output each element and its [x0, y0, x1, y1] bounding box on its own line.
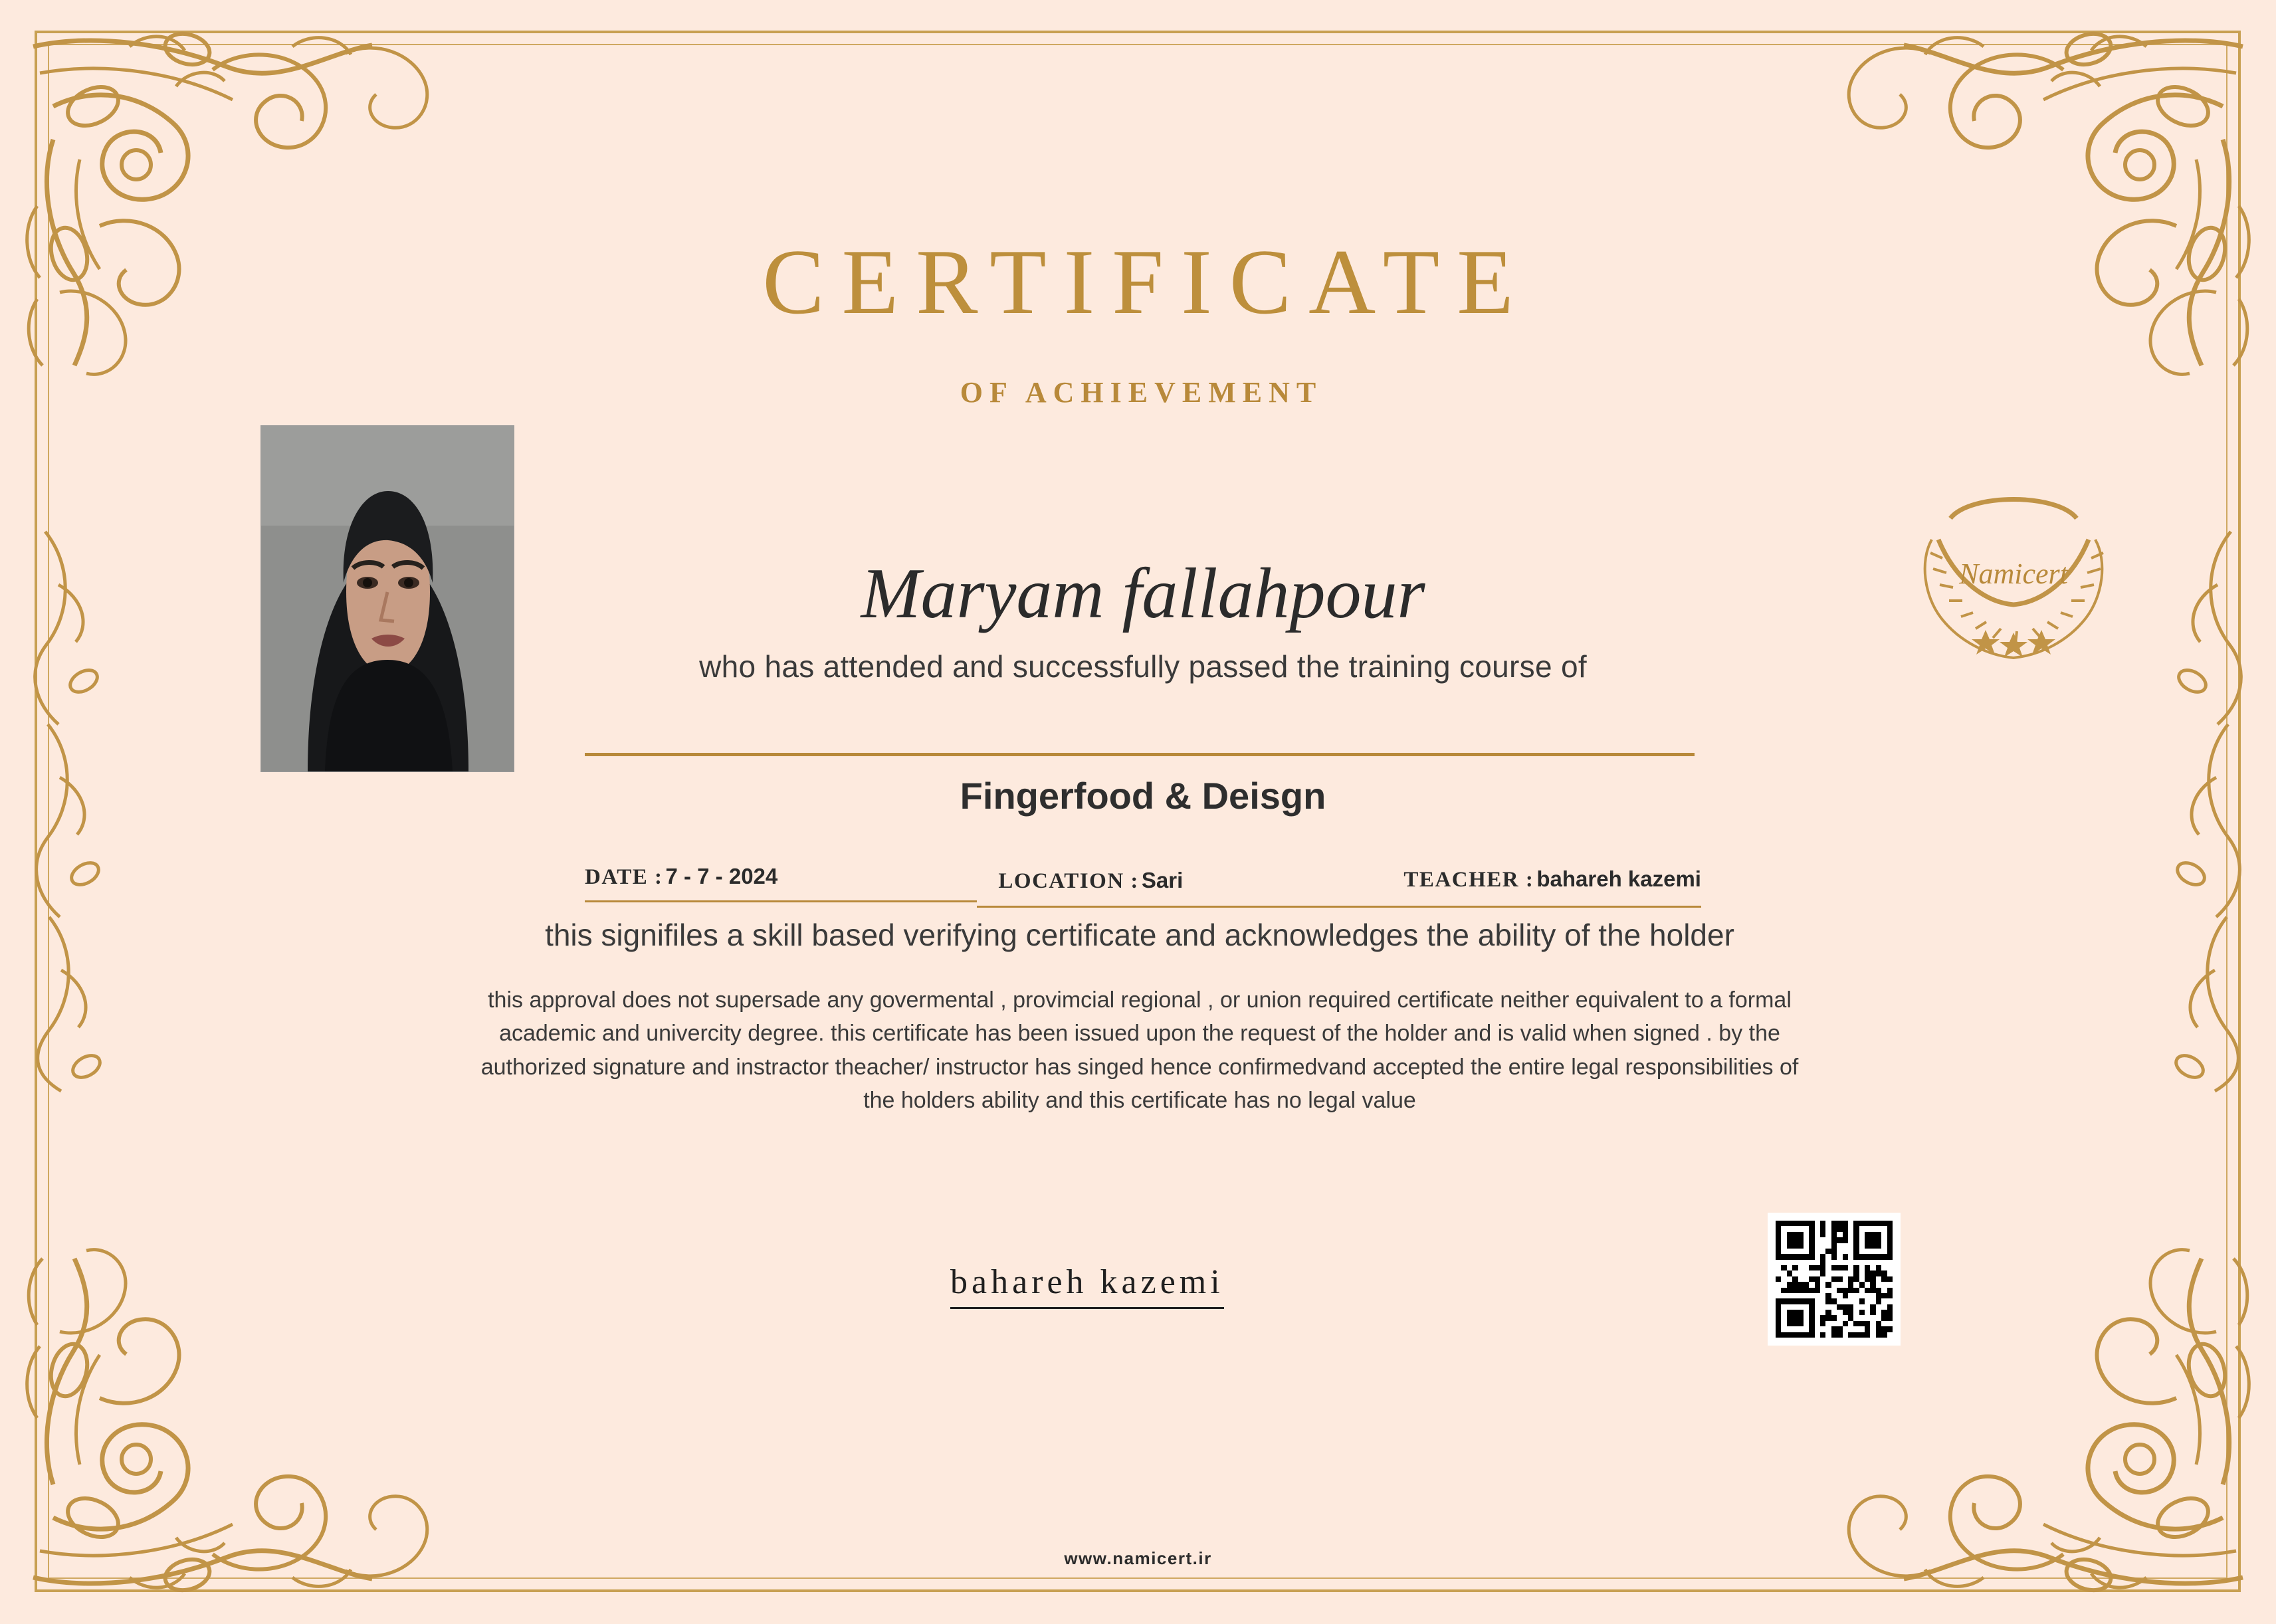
seal-label: Namicert — [1959, 558, 2068, 590]
date-value: 7 - 7 - 2024 — [665, 864, 778, 888]
edge-ornament-right — [2158, 505, 2244, 1103]
date-label: DATE : — [585, 865, 663, 889]
meta-row — [585, 864, 1701, 893]
teacher-label: TEACHER : — [1403, 868, 1534, 892]
statement-text: this signifiles a skill based verifying certificate and acknowledges the ability of the holder — [545, 918, 1734, 952]
edge-ornament-left — [32, 505, 118, 1103]
date-field — [585, 864, 777, 890]
attended-line: who has attended and successfully passed the training course of — [699, 649, 1587, 684]
recipient-name: Maryam fallahpour — [861, 554, 1425, 633]
location-field — [998, 868, 1183, 894]
course-name: Fingerfood & Deisgn — [960, 775, 1326, 817]
certificate-title: CERTIFICATE — [762, 231, 1531, 334]
date-underline — [585, 900, 977, 902]
portrait-photo — [260, 425, 514, 772]
teacher-underline — [1362, 906, 1701, 908]
teacher-field — [1403, 866, 1701, 892]
divider-under-attended — [585, 753, 1695, 756]
location-underline — [977, 906, 1362, 908]
location-label: LOCATION : — [998, 869, 1139, 893]
website-url: www.namicert.ir — [1064, 1548, 1212, 1568]
location-value: Sari — [1141, 868, 1184, 892]
qr-code[interactable] — [1768, 1213, 1901, 1346]
header-block — [0, 0, 2276, 409]
teacher-value: bahareh kazemi — [1536, 866, 1701, 891]
signature-name: bahareh kazemi — [950, 1263, 1224, 1309]
recipient-block — [578, 555, 1708, 684]
legal-text: this approval does not supersade any govermental , provimcial regional , or union required certificate neither equivalent to a formal academic and univercity degree. this certificate has been issued upon the request of the holder and is valid when signed . by the authorized signature and instractor theacher/ instructor has singed hence confirmedvand accepted the entire legal responsibilities of the holders ability and this certificate has no legal value — [480, 987, 1799, 1113]
certificate-subtitle: OF ACHIEVEMENT — [960, 376, 1323, 409]
qr-code-matrix — [1776, 1221, 1893, 1338]
laurel-seal-icon — [1891, 478, 2136, 684]
